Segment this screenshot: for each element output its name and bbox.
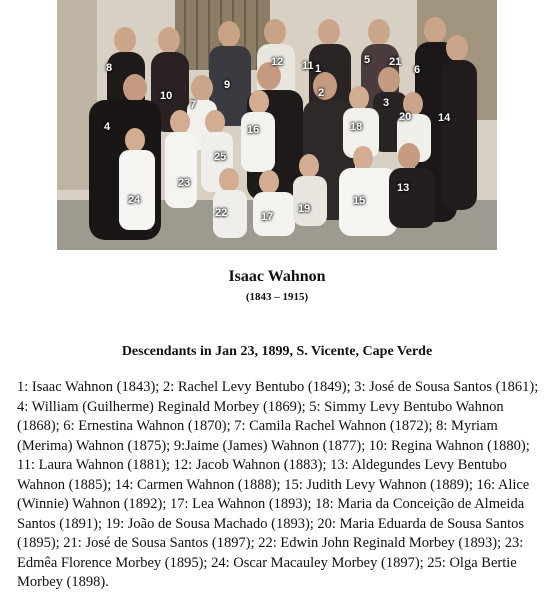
photo-label-2: 2 bbox=[318, 87, 325, 99]
photo-label-11: 11 bbox=[302, 60, 314, 72]
photo-label-22: 22 bbox=[215, 207, 228, 219]
photo-label-3: 3 bbox=[383, 97, 390, 109]
family-photograph bbox=[57, 0, 497, 250]
photo-label-19: 19 bbox=[298, 203, 311, 215]
people-legend: 1: Isaac Wahnon (1843); 2: Rachel Levy Bentubo (1849); 3: José de Sousa Santos (1861); 4: William (Guilherme) Reginald Morbey (1869); 5: Simmy Levy Bentubo Wahnon (1868); 6: Ernestina Wahnon (1870); 7: Camila Rachel Wahnon (1872); 8: Myriam (Merima) Wahnon (1875); 9:Jaime (James) Wahnon (1877); 10: Regina Wahnon (1880); 11: Laura Wahnon (1881); 12: Jacob Wahnon (1883); 13: Aldegundes Levy Bentubo Wahnon (1885); 14: Carmen Wahnon (1888); 15: Judith Levy Wahnon (1889); 16: Alice (Winnie) Wahnon (1892); 17: Lea Wahnon (1893); 18: Maria da Conceição de Almeida Santos (1891); 19: João de Sousa Machado (1893); 20: Maria Eduarda de Sousa Santos (1895); 21: José de Sousa Santos (1897); 22: Edwin John Reginald Morbey (1893); 23: Edmêa Florence Morbey (1895); 24: Oscar Macauley Morbey (1897); 25: Olga Bertie Morbey (1898). bbox=[17, 379, 539, 590]
caption-years: (1843 – 1915) bbox=[245, 291, 309, 303]
photo-label-13: 13 bbox=[397, 182, 410, 194]
photo-label-25: 25 bbox=[214, 151, 227, 163]
photo-label-16: 16 bbox=[247, 124, 260, 136]
photo-label-8: 8 bbox=[106, 62, 113, 74]
photo-label-4: 4 bbox=[104, 121, 111, 133]
photo-label-23: 23 bbox=[178, 177, 191, 189]
photo-label-15: 15 bbox=[353, 195, 366, 207]
photo-illustration bbox=[57, 0, 497, 250]
photo-label-12: 12 bbox=[271, 56, 284, 68]
photo-label-9: 9 bbox=[224, 79, 231, 91]
photo-label-6: 6 bbox=[414, 64, 421, 76]
photo-label-17: 17 bbox=[261, 211, 274, 223]
photo-label-1: 1 bbox=[315, 63, 322, 75]
photo-label-14: 14 bbox=[438, 112, 451, 124]
descendants-heading: Descendants in Jan 23, 1899, S. Vicente, Cape Verde bbox=[121, 344, 433, 359]
photo-label-24: 24 bbox=[128, 194, 141, 206]
photo-label-18: 18 bbox=[350, 121, 363, 133]
photo-label-21: 21 bbox=[389, 56, 402, 68]
photo-label-20: 20 bbox=[399, 111, 412, 123]
photo-label-5: 5 bbox=[364, 54, 371, 66]
photo-label-10: 10 bbox=[160, 90, 173, 102]
photo-label-7: 7 bbox=[190, 99, 197, 111]
caption-name: Isaac Wahnon bbox=[228, 268, 326, 285]
